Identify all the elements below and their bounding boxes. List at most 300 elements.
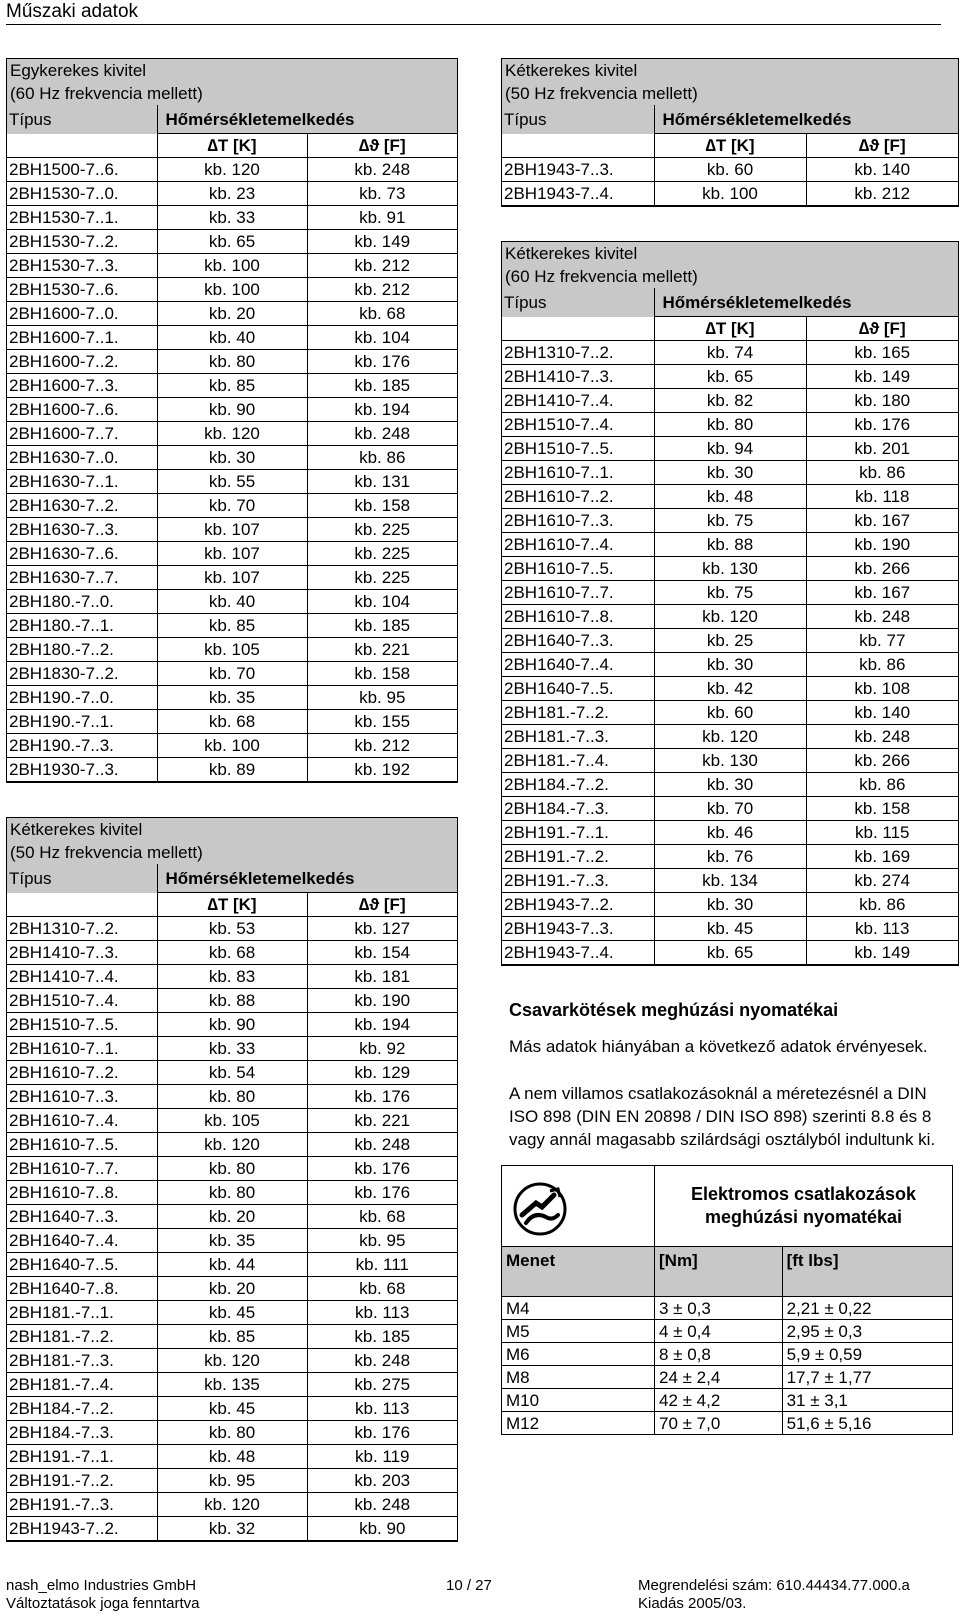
cell-delta-f: kb. 221 <box>307 1109 457 1133</box>
header-tipus: Típus <box>7 105 157 134</box>
table-subtitle: (60 Hz frekvencia mellett) <box>7 82 457 105</box>
cell-delta-k: kb. 107 <box>157 542 307 566</box>
cell-delta-f: kb. 185 <box>307 374 457 398</box>
cell-type: 2BH191.-7..2. <box>502 845 654 869</box>
cell-delta-f: kb. 158 <box>307 494 457 518</box>
cell-thread: M10 <box>502 1389 655 1412</box>
table-title: Egykerekes kivitel <box>7 59 457 82</box>
cell-type: 2BH1610-7..4. <box>7 1109 157 1133</box>
cell-delta-f: kb. 127 <box>307 917 457 941</box>
cell-delta-f: kb. 248 <box>307 1349 457 1373</box>
cell-delta-k: kb. 45 <box>157 1301 307 1325</box>
cell-delta-k: kb. 80 <box>157 1181 307 1205</box>
table-subtitle-row <box>502 265 958 288</box>
cell-ftlbs: 2,21 ± 0,22 <box>782 1297 952 1320</box>
cell-delta-k: kb. 35 <box>157 686 307 710</box>
cell-delta-k: kb. 100 <box>654 182 806 206</box>
cell-type: 2BH1600-7..6. <box>7 398 157 422</box>
cell-delta-f: kb. 225 <box>307 566 457 590</box>
cell-delta-f: kb. 77 <box>806 629 958 653</box>
table-row <box>502 917 958 941</box>
cell-type: 2BH1640-7..4. <box>7 1229 157 1253</box>
cell-delta-k: kb. 100 <box>157 734 307 758</box>
cell-nm: 8 ± 0,8 <box>655 1343 783 1366</box>
torque-title-line-2: meghúzási nyomatékai <box>704 1207 903 1227</box>
cell-delta-k: kb. 30 <box>654 461 806 485</box>
table-row <box>502 629 958 653</box>
cell-type: 2BH181.-7..1. <box>7 1301 157 1325</box>
header-menet: Menet <box>502 1247 655 1297</box>
table-row <box>7 182 457 206</box>
cell-type: 2BH181.-7..2. <box>7 1325 157 1349</box>
table-row <box>502 485 958 509</box>
table-row <box>502 437 958 461</box>
table-row <box>7 1301 457 1325</box>
torque-row <box>502 1320 953 1343</box>
cell-delta-k: kb. 60 <box>654 701 806 725</box>
table-row <box>502 389 958 413</box>
cell-type: 2BH1640-7..8. <box>7 1277 157 1301</box>
cell-delta-f: kb. 118 <box>806 485 958 509</box>
table-row <box>502 365 958 389</box>
cell-delta-k: kb. 135 <box>157 1373 307 1397</box>
cell-type: 2BH1640-7..3. <box>7 1205 157 1229</box>
table-row <box>7 1469 457 1493</box>
table-row <box>7 638 457 662</box>
cell-delta-f: kb. 169 <box>806 845 958 869</box>
cell-delta-k: kb. 40 <box>157 326 307 350</box>
cell-delta-f: kb. 176 <box>307 1181 457 1205</box>
cell-delta-f: kb. 113 <box>307 1301 457 1325</box>
cell-delta-k: kb. 70 <box>157 494 307 518</box>
cell-type: 2BH1640-7..5. <box>502 677 654 701</box>
unit-kelvin: ∆T [K] <box>157 134 307 158</box>
cell-delta-f: kb. 68 <box>307 1277 457 1301</box>
cell-type: 2BH1610-7..2. <box>502 485 654 509</box>
table-row <box>7 1037 457 1061</box>
cell-type: 2BH190.-7..0. <box>7 686 157 710</box>
cell-delta-f: kb. 108 <box>806 677 958 701</box>
cell-delta-f: kb. 140 <box>806 158 958 182</box>
table-unit-row <box>7 134 457 158</box>
cell-type: 2BH1530-7..1. <box>7 206 157 230</box>
table-row <box>502 182 958 206</box>
torque-header-row <box>502 1247 953 1297</box>
cell-thread: M5 <box>502 1320 655 1343</box>
cell-type: 2BH1610-7..8. <box>7 1181 157 1205</box>
cell-delta-f: kb. 113 <box>307 1397 457 1421</box>
cell-type: 2BH1530-7..0. <box>7 182 157 206</box>
cell-delta-k: kb. 70 <box>654 797 806 821</box>
cell-type: 2BH1830-7..2. <box>7 662 157 686</box>
table-row <box>7 422 457 446</box>
header-ftlbs: [ft lbs] <box>782 1247 952 1297</box>
cell-type: 2BH1943-7..4. <box>502 941 654 965</box>
header-temperature-rise: Hőmérsékletemelkedés <box>654 105 958 134</box>
cell-delta-k: kb. 45 <box>654 917 806 941</box>
cell-type: 2BH1610-7..1. <box>7 1037 157 1061</box>
unit-kelvin: ∆T [K] <box>157 893 307 917</box>
table-row <box>7 398 457 422</box>
table-row <box>7 518 457 542</box>
cell-delta-k: kb. 44 <box>157 1253 307 1277</box>
cell-delta-k: kb. 130 <box>654 749 806 773</box>
cell-delta-f: kb. 68 <box>307 302 457 326</box>
cell-delta-k: kb. 85 <box>157 374 307 398</box>
table-row <box>7 494 457 518</box>
table-unit-row <box>502 317 958 341</box>
cell-delta-k: kb. 68 <box>157 941 307 965</box>
table-row <box>7 710 457 734</box>
table-row <box>7 1205 457 1229</box>
table-row <box>502 725 958 749</box>
cell-type: 2BH1600-7..0. <box>7 302 157 326</box>
cell-delta-k: kb. 134 <box>654 869 806 893</box>
cell-type: 2BH1943-7..3. <box>502 917 654 941</box>
cell-delta-f: kb. 95 <box>307 686 457 710</box>
table-header-row <box>7 105 457 134</box>
table-row <box>7 734 457 758</box>
cell-delta-k: kb. 30 <box>654 893 806 917</box>
cell-delta-k: kb. 68 <box>157 710 307 734</box>
cell-delta-k: kb. 80 <box>157 350 307 374</box>
cell-type: 2BH1630-7..2. <box>7 494 157 518</box>
cell-type: 2BH1610-7..3. <box>7 1085 157 1109</box>
cell-thread: M8 <box>502 1366 655 1389</box>
cell-type: 2BH1510-7..5. <box>502 437 654 461</box>
table-row <box>502 341 958 365</box>
table-row <box>7 758 457 782</box>
header-temperature-rise: Hőmérsékletemelkedés <box>157 864 457 893</box>
table-unit-row <box>502 134 958 158</box>
cell-nm: 42 ± 4,2 <box>655 1389 783 1412</box>
cell-delta-f: kb. 176 <box>307 350 457 374</box>
table-subtitle: (60 Hz frekvencia mellett) <box>502 265 958 288</box>
cell-type: 2BH1640-7..4. <box>502 653 654 677</box>
torque-row <box>502 1412 953 1435</box>
cell-delta-k: kb. 88 <box>654 533 806 557</box>
cell-type: 2BH1600-7..2. <box>7 350 157 374</box>
table-row <box>7 1421 457 1445</box>
cell-type: 2BH190.-7..1. <box>7 710 157 734</box>
cell-delta-k: kb. 30 <box>157 446 307 470</box>
cell-type: 2BH1410-7..3. <box>7 941 157 965</box>
table-row <box>7 1277 457 1301</box>
cell-type: 2BH180.-7..0. <box>7 590 157 614</box>
table-row <box>7 326 457 350</box>
cell-type: 2BH1630-7..3. <box>7 518 157 542</box>
footer-order-number: Megrendelési szám: 610.44434.77.000.a <box>638 1577 910 1594</box>
cell-delta-k: kb. 74 <box>654 341 806 365</box>
table-row <box>7 614 457 638</box>
cell-delta-f: kb. 203 <box>307 1469 457 1493</box>
cell-type: 2BH1930-7..3. <box>7 758 157 782</box>
cell-delta-f: kb. 155 <box>307 710 457 734</box>
cell-type: 2BH181.-7..3. <box>502 725 654 749</box>
table-row <box>502 461 958 485</box>
cell-type: 2BH1410-7..4. <box>7 965 157 989</box>
cell-delta-k: kb. 40 <box>157 590 307 614</box>
cell-delta-k: kb. 90 <box>157 398 307 422</box>
cell-delta-f: kb. 248 <box>307 1493 457 1517</box>
table-row <box>7 206 457 230</box>
table-header-row <box>7 864 457 893</box>
cell-delta-k: kb. 25 <box>654 629 806 653</box>
cell-delta-f: kb. 266 <box>806 749 958 773</box>
unit-fahrenheit: ∆ϑ [F] <box>307 134 457 158</box>
cell-type: 2BH1943-7..2. <box>502 893 654 917</box>
table-row <box>7 1085 457 1109</box>
table-row <box>502 581 958 605</box>
torque-para-1: Más adatok hiányában a következő adatok érvényesek. <box>509 1037 928 1056</box>
footer-company: nash_elmo Industries GmbH <box>6 1577 197 1594</box>
unit-fahrenheit: ∆ϑ [F] <box>806 134 958 158</box>
cell-delta-f: kb. 176 <box>307 1157 457 1181</box>
table-header-row <box>502 105 958 134</box>
spec-table-box <box>501 58 959 207</box>
cell-delta-f: kb. 190 <box>806 533 958 557</box>
table-row <box>7 1445 457 1469</box>
table-row <box>502 677 958 701</box>
cell-type: 2BH1410-7..4. <box>502 389 654 413</box>
cell-type: 2BH1943-7..3. <box>502 158 654 182</box>
header-nm: [Nm] <box>655 1247 783 1297</box>
cell-delta-f: kb. 201 <box>806 437 958 461</box>
cell-type: 2BH1510-7..4. <box>502 413 654 437</box>
cell-type: 2BH1610-7..1. <box>502 461 654 485</box>
cell-delta-k: kb. 48 <box>654 485 806 509</box>
spec-table <box>502 242 958 965</box>
cell-type: 2BH1600-7..1. <box>7 326 157 350</box>
cell-delta-f: kb. 176 <box>806 413 958 437</box>
cell-delta-k: kb. 80 <box>157 1157 307 1181</box>
header-tipus: Típus <box>7 864 157 893</box>
table-row <box>7 1061 457 1085</box>
table-row <box>7 542 457 566</box>
cell-delta-k: kb. 33 <box>157 206 307 230</box>
cell-type: 2BH181.-7..4. <box>7 1373 157 1397</box>
spec-table <box>7 59 457 782</box>
table-row <box>7 965 457 989</box>
table-row <box>502 941 958 965</box>
unit-fahrenheit: ∆ϑ [F] <box>806 317 958 341</box>
cell-delta-k: kb. 107 <box>157 518 307 542</box>
spec-table-box <box>6 58 458 783</box>
torque-row <box>502 1343 953 1366</box>
table-row <box>7 917 457 941</box>
cell-type: 2BH191.-7..3. <box>502 869 654 893</box>
cell-type: 2BH1943-7..2. <box>7 1517 157 1541</box>
header-tipus: Típus <box>502 105 654 134</box>
table-row <box>7 1373 457 1397</box>
cell-delta-f: kb. 111 <box>307 1253 457 1277</box>
cell-delta-k: kb. 100 <box>157 278 307 302</box>
cell-delta-k: kb. 54 <box>157 1061 307 1085</box>
cell-delta-k: kb. 65 <box>654 365 806 389</box>
torque-row <box>502 1366 953 1389</box>
cell-delta-f: kb. 167 <box>806 581 958 605</box>
cell-type: 2BH1640-7..3. <box>502 629 654 653</box>
table-row <box>7 470 457 494</box>
cell-delta-f: kb. 86 <box>806 461 958 485</box>
cell-delta-k: kb. 75 <box>654 509 806 533</box>
cell-delta-f: kb. 221 <box>307 638 457 662</box>
cell-delta-k: kb. 60 <box>654 158 806 182</box>
table-row <box>7 1325 457 1349</box>
cell-delta-f: kb. 91 <box>307 206 457 230</box>
cell-delta-f: kb. 73 <box>307 182 457 206</box>
cell-delta-f: kb. 176 <box>307 1085 457 1109</box>
torque-table <box>501 1165 953 1435</box>
cell-nm: 3 ± 0,3 <box>655 1297 783 1320</box>
cell-delta-f: kb. 212 <box>307 254 457 278</box>
cell-type: 2BH1640-7..5. <box>7 1253 157 1277</box>
cell-delta-k: kb. 20 <box>157 302 307 326</box>
cell-type: 2BH191.-7..3. <box>7 1493 157 1517</box>
table-title-row <box>502 242 958 265</box>
table-unit-row <box>7 893 457 917</box>
cell-type: 2BH180.-7..1. <box>7 614 157 638</box>
cell-delta-f: kb. 113 <box>806 917 958 941</box>
cell-delta-k: kb. 23 <box>157 182 307 206</box>
header-rule <box>6 24 941 25</box>
cell-delta-k: kb. 70 <box>157 662 307 686</box>
cell-delta-f: kb. 95 <box>307 1229 457 1253</box>
cell-delta-f: kb. 194 <box>307 1013 457 1037</box>
table-row <box>7 1133 457 1157</box>
cell-delta-f: kb. 115 <box>806 821 958 845</box>
cell-type: 2BH190.-7..3. <box>7 734 157 758</box>
cell-delta-f: kb. 90 <box>307 1517 457 1541</box>
table-title: Kétkerekes kivitel <box>502 242 958 265</box>
cell-delta-f: kb. 190 <box>307 989 457 1013</box>
cell-delta-f: kb. 167 <box>806 509 958 533</box>
cell-thread: M4 <box>502 1297 655 1320</box>
cell-delta-f: kb. 248 <box>806 605 958 629</box>
cell-delta-k: kb. 80 <box>157 1085 307 1109</box>
cell-delta-k: kb. 85 <box>157 614 307 638</box>
table-row <box>502 413 958 437</box>
table-row <box>7 1493 457 1517</box>
cell-delta-k: kb. 85 <box>157 1325 307 1349</box>
table-row <box>502 869 958 893</box>
cell-type: 2BH181.-7..4. <box>502 749 654 773</box>
header-temperature-rise: Hőmérsékletemelkedés <box>157 105 457 134</box>
cell-delta-f: kb. 266 <box>806 557 958 581</box>
cell-delta-k: kb. 65 <box>654 941 806 965</box>
cell-delta-k: kb. 82 <box>654 389 806 413</box>
table-row <box>502 749 958 773</box>
cell-delta-k: kb. 80 <box>157 1421 307 1445</box>
cell-delta-k: kb. 55 <box>157 470 307 494</box>
cell-type: 2BH1600-7..3. <box>7 374 157 398</box>
torque-row <box>502 1389 953 1412</box>
torque-table-title <box>655 1166 953 1247</box>
header-temperature-rise: Hőmérsékletemelkedés <box>654 288 958 317</box>
cell-type: 2BH180.-7..2. <box>7 638 157 662</box>
cell-nm: 4 ± 0,4 <box>655 1320 783 1343</box>
cell-delta-k: kb. 120 <box>157 1349 307 1373</box>
cell-delta-f: kb. 158 <box>307 662 457 686</box>
cell-delta-k: kb. 53 <box>157 917 307 941</box>
cell-delta-f: kb. 212 <box>307 734 457 758</box>
right-column <box>501 58 959 1435</box>
cell-delta-k: kb. 105 <box>157 1109 307 1133</box>
cell-delta-f: kb. 149 <box>806 365 958 389</box>
cell-type: 2BH1610-7..7. <box>7 1157 157 1181</box>
table-row <box>502 557 958 581</box>
cell-delta-f: kb. 225 <box>307 542 457 566</box>
torque-section-heading: Csavarkötések meghúzási nyomatékai <box>509 1000 839 1020</box>
table-row <box>7 158 457 182</box>
cell-type: 2BH181.-7..2. <box>502 701 654 725</box>
cell-delta-f: kb. 225 <box>307 518 457 542</box>
cell-delta-k: kb. 20 <box>157 1277 307 1301</box>
unit-fahrenheit: ∆ϑ [F] <box>307 893 457 917</box>
left-column <box>6 58 458 1576</box>
cell-delta-f: kb. 119 <box>307 1445 457 1469</box>
cell-delta-k: kb. 30 <box>654 773 806 797</box>
cell-delta-f: kb. 275 <box>307 1373 457 1397</box>
cell-delta-f: kb. 158 <box>806 797 958 821</box>
table-row <box>502 605 958 629</box>
table-row <box>7 374 457 398</box>
cell-delta-k: kb. 90 <box>157 1013 307 1037</box>
cell-delta-k: kb. 120 <box>157 158 307 182</box>
table-row <box>502 653 958 677</box>
table-row <box>7 254 457 278</box>
cell-delta-k: kb. 32 <box>157 1517 307 1541</box>
cell-delta-f: kb. 248 <box>307 158 457 182</box>
cell-delta-f: kb. 140 <box>806 701 958 725</box>
unit-blank <box>7 134 157 158</box>
cell-delta-f: kb. 86 <box>307 446 457 470</box>
table-title-row <box>7 59 457 82</box>
table-subtitle: (50 Hz frekvencia mellett) <box>502 82 958 105</box>
cell-delta-f: kb. 165 <box>806 341 958 365</box>
cell-type: 2BH1630-7..6. <box>7 542 157 566</box>
cell-type: 2BH1530-7..3. <box>7 254 157 278</box>
cell-type: 2BH1943-7..4. <box>502 182 654 206</box>
cell-delta-k: kb. 89 <box>157 758 307 782</box>
cell-delta-f: kb. 131 <box>307 470 457 494</box>
table-row <box>502 845 958 869</box>
cell-delta-k: kb. 88 <box>157 989 307 1013</box>
cell-nm: 70 ± 7,0 <box>655 1412 783 1435</box>
cell-type: 2BH1630-7..0. <box>7 446 157 470</box>
cell-delta-k: kb. 105 <box>157 638 307 662</box>
cell-ftlbs: 31 ± 3,1 <box>782 1389 952 1412</box>
table-row <box>7 446 457 470</box>
unit-kelvin: ∆T [K] <box>654 317 806 341</box>
table-row <box>7 590 457 614</box>
cell-delta-k: kb. 46 <box>654 821 806 845</box>
cell-type: 2BH184.-7..3. <box>502 797 654 821</box>
table-row <box>7 662 457 686</box>
cell-delta-k: kb. 120 <box>157 422 307 446</box>
cell-type: 2BH1310-7..2. <box>502 341 654 365</box>
cell-thread: M12 <box>502 1412 655 1435</box>
footer-page-number: 10 / 27 <box>446 1577 492 1594</box>
cell-delta-k: kb. 95 <box>157 1469 307 1493</box>
cell-type: 2BH1600-7..7. <box>7 422 157 446</box>
table-row <box>7 1229 457 1253</box>
cell-type: 2BH1610-7..2. <box>7 1061 157 1085</box>
wrench-hand-icon <box>502 1166 655 1247</box>
table-title-row <box>502 59 958 82</box>
table-row <box>7 941 457 965</box>
cell-type: 2BH1410-7..3. <box>502 365 654 389</box>
